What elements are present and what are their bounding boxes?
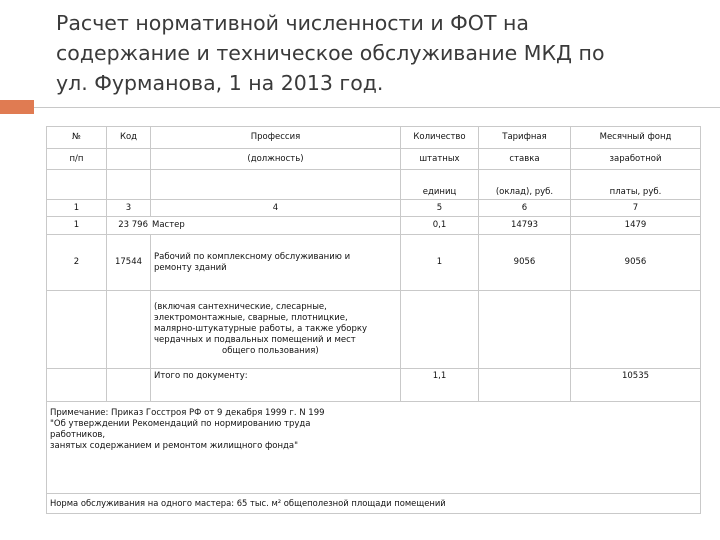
index-cell: 3 [107,200,151,217]
index-cell: 7 [571,200,701,217]
header-rate: (оклад), руб. [479,170,571,200]
header-quantity: Количество [401,127,479,149]
header-row [47,127,701,149]
header-quantity: штатных [401,149,479,170]
total-label: Итого по документу: [151,369,401,402]
note-cell [47,402,701,494]
row-profession-line: ремонту зданий [154,262,227,273]
empty-cell [107,291,151,369]
empty-cell [479,291,571,369]
staffing-table [46,126,701,514]
note-line: работников, [50,430,106,440]
row-profession [151,235,401,291]
header-fund: заработной [571,149,701,170]
total-fund: 10535 [571,369,701,402]
accent-bar [0,100,34,114]
header-rate: ставка [479,149,571,170]
note-line: занятых содержанием и ремонтом жилищного фонда" [50,441,299,451]
index-cell: 5 [401,200,479,217]
empty-cell [401,291,479,369]
table-row [47,217,701,235]
header-num: п/п [47,149,107,170]
header-fund: Месячный фонд [571,127,701,149]
row-rate: 9056 [479,235,571,291]
row-profession-line: Рабочий по комплексному обслуживанию и [154,251,351,262]
details-row [47,291,701,369]
row-num: 1 [47,217,107,235]
header-quantity: единиц [401,170,479,200]
header-num: № [47,127,107,149]
row-code: 17544 [107,235,151,291]
row-rate: 14793 [479,217,571,235]
index-row [47,200,701,217]
index-cell: 4 [151,200,401,217]
total-row [47,369,701,402]
row-code-part: 796 [131,220,148,230]
total-quantity: 1,1 [401,369,479,402]
details-line: электромонтажные, сварные, плотницкие, [154,313,348,323]
row-code-profession [107,217,401,235]
accent-divider [34,107,720,108]
header-code: Код [107,127,151,149]
header-row [47,149,701,170]
empty-cell [47,369,107,402]
title-line: Расчет нормативной численности и ФОТ на [56,11,529,35]
row-fund: 1479 [571,217,701,235]
details-line: общего пользования) [222,346,319,356]
note-line: Примечание: Приказ Госстроя РФ от 9 декабря 1999 г. N 199 [50,408,325,418]
header-profession: Профессия [151,127,401,149]
empty-cell [107,369,151,402]
norm-row [47,494,701,514]
empty-cell [479,369,571,402]
title-line: содержание и техническое обслуживание МКД по [56,41,605,65]
row-fund: 9056 [571,235,701,291]
table-row [47,235,701,291]
title-line: ул. Фурманова, 1 на 2013 год. [56,71,384,95]
header-profession: (должность) [151,149,401,170]
empty-cell [571,291,701,369]
header-fund: платы, руб. [571,170,701,200]
row-code-part: 23 [118,220,130,230]
norm-cell: Норма обслуживания на одного мастера: 65 тыс. м² общеполезной площади помещений [47,494,701,514]
header-empty [47,170,107,200]
profession-details [151,291,401,369]
note-row [47,402,701,494]
slide-title [56,8,706,98]
index-cell: 6 [479,200,571,217]
index-cell: 1 [47,200,107,217]
row-profession: Мастер [152,220,185,230]
row-quantity: 0,1 [401,217,479,235]
row-quantity: 1 [401,235,479,291]
note-line: "Об утверждении Рекомендаций по нормированию труда [50,419,311,429]
details-line: малярно-штукатурные работы, а также уборку [154,324,368,334]
header-row [47,170,701,200]
header-rate: Тарифная [479,127,571,149]
header-code-empty [107,149,151,170]
details-line: (включая сантехнические, слесарные, [154,302,327,312]
header-empty [107,170,151,200]
empty-cell [47,291,107,369]
row-num: 2 [47,235,107,291]
header-empty [151,170,401,200]
details-line: чердачных и подвальных помещений и мест [154,335,356,345]
